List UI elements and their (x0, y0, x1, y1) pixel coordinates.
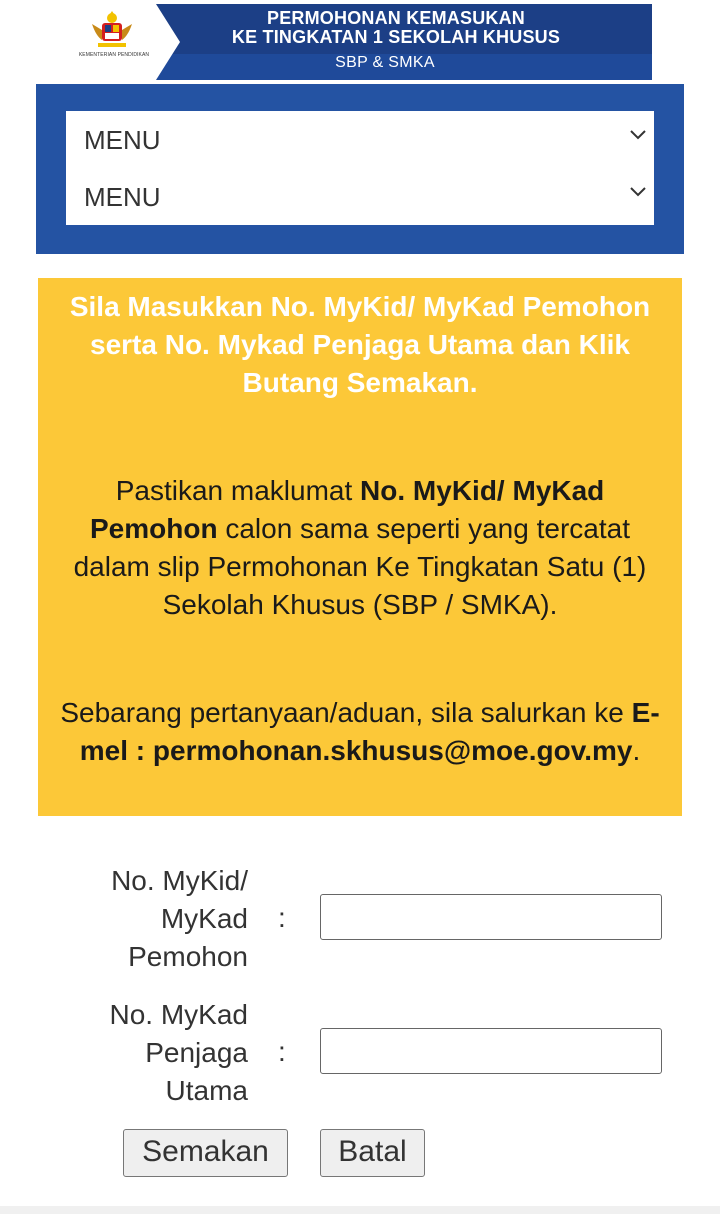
notice-heading: Sila Masukkan No. MyKid/ MyKad Pemohon serta No. Mykad Penjaga Utama dan Klik Butang Semakan. (69, 291, 651, 398)
contact-email: permohonan.skhusus@moe.gov.my (152, 735, 633, 766)
instructions-notice (38, 278, 682, 816)
menu-panel (36, 84, 684, 254)
guardian-id-label (40, 996, 248, 1110)
notice-paragraph-2 (52, 694, 668, 770)
label-line: No. MyKad (109, 999, 248, 1030)
cancel-button[interactable]: Batal (320, 1129, 425, 1177)
malaysia-crest-icon (88, 10, 136, 52)
applicant-id-input[interactable] (320, 894, 662, 940)
notice-p1-bold: No. MyKid/ MyKad Pemohon (89, 475, 605, 544)
check-button[interactable]: Semakan (123, 1129, 288, 1177)
applicant-id-label (40, 862, 248, 976)
menu-dropdown-2[interactable] (66, 168, 654, 224)
colon: : (278, 1036, 286, 1067)
menu-dropdown-1[interactable] (66, 111, 654, 167)
menu-dropdown-label: MENU (84, 125, 161, 155)
guardian-id-input[interactable] (320, 1028, 662, 1074)
notice-p2-text: Sebarang pertanyaan/aduan, sila salurkan ke (60, 697, 632, 728)
label-line: MyKad (160, 903, 248, 934)
notice-p2-end: . (632, 735, 641, 766)
label-line: Penjaga (145, 1037, 248, 1068)
chevron-down-icon (628, 127, 648, 141)
notice-p1-text: Pastikan maklumat (115, 475, 361, 506)
menu-list (66, 111, 654, 225)
colon: : (278, 902, 286, 933)
email-label: E-mel : (79, 697, 660, 766)
label-line: Pemohon (128, 941, 248, 972)
banner-title-line2: KE TINGKATAN 1 SEKOLAH KHUSUS (231, 27, 561, 47)
banner-slant (150, 4, 182, 80)
chevron-down-icon (628, 184, 648, 198)
banner-title-line1: PERMOHONAN KEMASUKAN (266, 8, 525, 28)
label-line: No. MyKid/ (111, 865, 248, 896)
banner-subtitle: SBP & SMKA (335, 54, 435, 71)
notice-p1-text-end: calon sama seperti yang tercatat dalam slip Permohonan Ke Tingkatan Satu (1) Sekolah Khusus (SBP / SMKA). (73, 513, 647, 620)
ministry-logo-text: KEMENTERIAN PENDIDIKAN (78, 52, 150, 58)
bottom-bar (0, 1206, 720, 1214)
label-line: Utama (165, 1075, 248, 1106)
menu-dropdown-label: MENU (84, 182, 161, 212)
notice-paragraph-1 (52, 472, 668, 624)
